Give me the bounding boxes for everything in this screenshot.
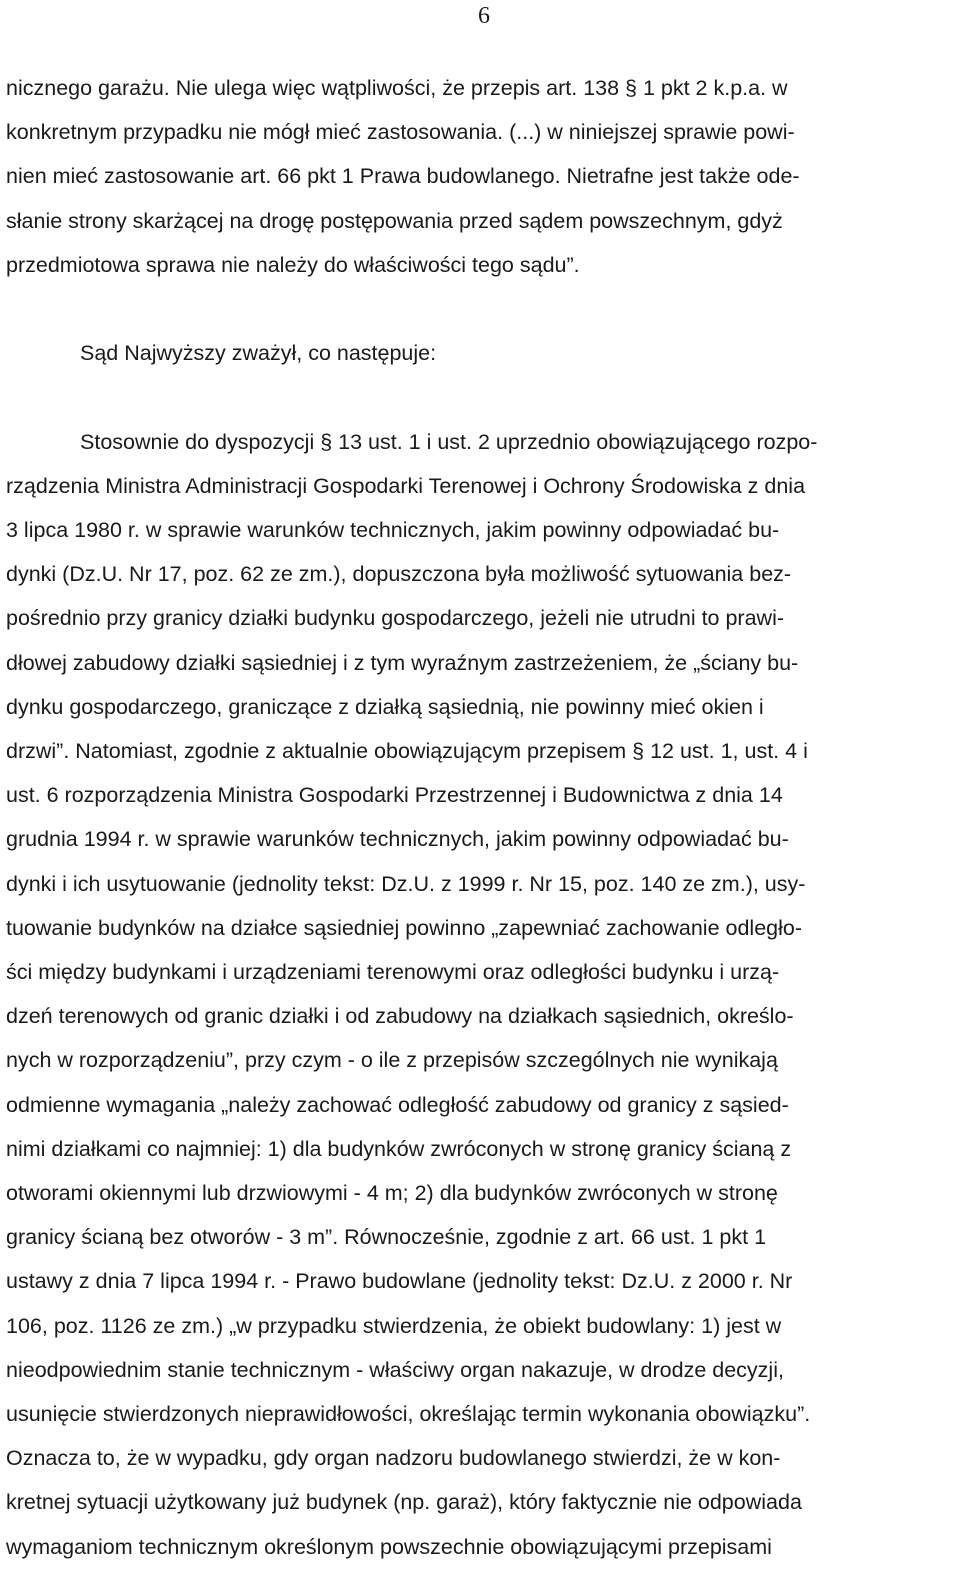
paragraph-1 xyxy=(6,66,956,287)
text-line: dzeń terenowych od granic działki i od zabudowy na działkach sąsiednich, określo- xyxy=(6,1004,794,1029)
text-line: słanie strony skarżącej na drogę postępowania przed sądem powszechnym, gdyż xyxy=(6,208,783,233)
text-line: Oznacza to, że w wypadku, gdy organ nadzoru budowlanego stwierdzi, że w kon- xyxy=(6,1446,781,1471)
text-line: kretnej sytuacji użytkowany już budynek (np. garaż), który faktycznie nie odpowiada xyxy=(6,1490,802,1515)
text-line: dynku gospodarczego, graniczące z działką sąsiednią, nie powinny mieć okien i xyxy=(6,694,764,719)
text-line: dynki (Dz.U. Nr 17, poz. 62 ze zm.), dopuszczona była możliwość sytuowania bez- xyxy=(6,562,792,587)
text-line: ustawy z dnia 7 lipca 1994 r. - Prawo budowlane (jednolity tekst: Dz.U. z 2000 r. Nr xyxy=(6,1269,793,1294)
text-line: granicy ścianą bez otworów - 3 m”. Równocześnie, zgodnie z art. 66 ust. 1 pkt 1 xyxy=(6,1225,767,1250)
text-line: drzwi”. Natomiast, zgodnie z aktualnie obowiązującym przepisem § 12 ust. 1, ust. 4 i xyxy=(6,739,808,764)
text-line: 3 lipca 1980 r. w sprawie warunków technicznych, jakim powinny odpowiadać bu- xyxy=(6,518,780,542)
text-line: dynki i ich usytuowanie (jednolity tekst: Dz.U. z 1999 r. Nr 15, poz. 140 ze zm.), usy- xyxy=(6,871,806,896)
text-line: dłowej zabudowy działki sąsiedniej i z tym wyraźnym zastrzeżeniem, że „ściany bu- xyxy=(6,650,799,675)
text-line: nimi działkami co najmniej: 1) dla budynków zwróconych w stronę granicy ścianą z xyxy=(6,1136,792,1161)
document-body xyxy=(6,66,956,1569)
text-line: usunięcie stwierdzonych nieprawidłowości, określając termin wykonania obowiązku”. xyxy=(6,1402,811,1427)
paragraph-2 xyxy=(6,420,956,1569)
text-line: konkretnym przypadku nie mógł mieć zastosowania. (...) w niniejszej sprawie powi- xyxy=(6,120,795,145)
text-line: 106, poz. 1126 ze zm.) „w przypadku stwierdzenia, że obiekt budowlany: 1) jest w xyxy=(6,1313,782,1338)
text-line: nien mieć zastosowanie art. 66 pkt 1 Prawa budowlanego. Nietrafne jest także ode- xyxy=(6,164,800,189)
text-line: grudnia 1994 r. w sprawie warunków technicznych, jakim powinny odpowiadać bu- xyxy=(6,827,789,852)
text-line: ści między budynkami i urządzeniami terenowymi oraz odległości budynku i urzą- xyxy=(6,960,780,985)
text-line: otworami okiennymi lub drzwiowymi - 4 m; 2) dla budynków zwróconych w stronę xyxy=(6,1181,778,1206)
text-line: odmienne wymagania „należy zachować odległość zabudowy od granicy z sąsied- xyxy=(6,1092,789,1117)
section-heading: Sąd Najwyższy zważył, co następuje: xyxy=(80,341,437,366)
text-line: Stosownie do dyspozycji § 13 ust. 1 i ust. 2 uprzednio obowiązującego rozpo- xyxy=(80,429,818,454)
page-number: 6 xyxy=(478,3,490,29)
text-line: rządzenia Ministra Administracji Gospodarki Terenowej i Ochrony Środowiska z dnia xyxy=(6,473,806,498)
spacer xyxy=(6,287,956,331)
text-line: pośrednio przy granicy działki budynku gospodarczego, jeżeli nie utrudni to prawi- xyxy=(6,606,785,631)
text-line: nicznego garażu. Nie ulega więc wątpliwości, że przepis art. 138 § 1 pkt 2 k.p.a. w xyxy=(6,76,788,100)
text-line: tuowanie budynków na działce sąsiedniej powinno „zapewniać zachowanie odległo- xyxy=(6,915,803,940)
text-line: nych w rozporządzeniu”, przy czym - o ile z przepisów szczególnych nie wynikają xyxy=(6,1048,778,1073)
text-line: przedmiotowa sprawa nie należy do właściwości tego sądu”. xyxy=(6,252,580,277)
text-line: ust. 6 rozporządzenia Ministra Gospodarki Przestrzennej i Budownictwa z dnia 14 xyxy=(6,783,783,808)
text-line: nieodpowiednim stanie technicznym - właściwy organ nakazuje, w drodze decyzji, xyxy=(6,1357,784,1382)
spacer xyxy=(6,375,956,419)
text-line: wymaganiom technicznym określonym powszechnie obowiązującymi przepisami xyxy=(6,1534,772,1559)
